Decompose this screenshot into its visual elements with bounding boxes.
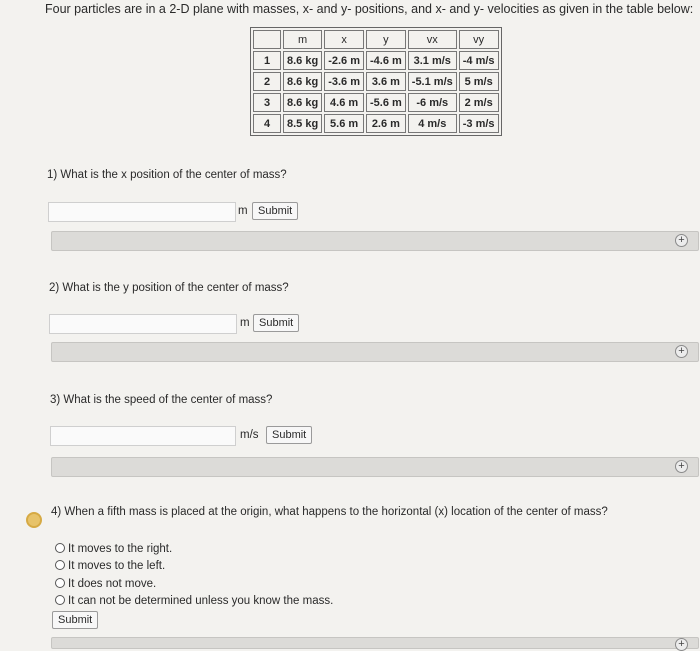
table-cell: -3.6 m — [324, 72, 364, 91]
plus-circle-icon[interactable]: + — [675, 638, 688, 651]
table-cell: -4 m/s — [459, 51, 499, 70]
q4-choice-2-label: It moves to the left. — [68, 560, 166, 572]
problem-intro: Four particles are in a 2-D plane with masses, x- and y- positions, and x- and y- velocities as given in the table below: — [45, 2, 694, 16]
table-cell: 3 — [253, 93, 281, 112]
q3-feedback-bar[interactable] — [51, 457, 699, 477]
q3-submit-button[interactable]: Submit — [266, 426, 312, 444]
q1-feedback-bar[interactable] — [51, 231, 699, 251]
table-cell: 3.1 m/s — [408, 51, 457, 70]
q4-choice-3-label: It does not move. — [68, 578, 157, 590]
table-cell: 8.5 kg — [283, 114, 322, 133]
table-cell: 1 — [253, 51, 281, 70]
q3-unit: m/s — [240, 429, 259, 441]
question-4-text: 4) When a fifth mass is placed at the origin, what happens to the horizontal (x) location of the center of mass? — [51, 506, 608, 518]
table-cell: 2 — [253, 72, 281, 91]
table-cell: 4 — [253, 114, 281, 133]
table-cell: -2.6 m — [324, 51, 364, 70]
radio-icon[interactable] — [55, 560, 65, 570]
table-header-y: y — [366, 30, 406, 49]
q4-choice-3[interactable] — [55, 578, 156, 590]
table-header-mass: m — [283, 30, 322, 49]
q4-choice-2[interactable] — [55, 560, 165, 572]
attempt-status-icon — [26, 512, 42, 528]
table-header-index — [253, 30, 281, 49]
table-row — [253, 72, 499, 91]
table-cell: 2 m/s — [459, 93, 499, 112]
table-cell: -4.6 m — [366, 51, 406, 70]
q1-unit: m — [238, 205, 248, 217]
table-row — [253, 93, 499, 112]
q1-submit-button[interactable]: Submit — [252, 202, 298, 220]
q1-answer-input[interactable] — [48, 202, 236, 222]
table-header-vy: vy — [459, 30, 499, 49]
question-3-text: 3) What is the speed of the center of mass? — [50, 394, 273, 406]
radio-icon[interactable] — [55, 578, 65, 588]
table-cell: 4.6 m — [324, 93, 364, 112]
table-cell: 5.6 m — [324, 114, 364, 133]
table-row — [253, 114, 499, 133]
particle-table — [250, 27, 502, 136]
question-1-text: 1) What is the x position of the center of mass? — [47, 169, 287, 181]
table-cell: -5.1 m/s — [408, 72, 457, 91]
table-cell: 8.6 kg — [283, 93, 322, 112]
table-row — [253, 51, 499, 70]
table-cell: 8.6 kg — [283, 72, 322, 91]
table-cell: -3 m/s — [459, 114, 499, 133]
table-cell: -5.6 m — [366, 93, 406, 112]
table-cell: 5 m/s — [459, 72, 499, 91]
table-cell: 2.6 m — [366, 114, 406, 133]
q4-feedback-bar[interactable] — [51, 637, 699, 649]
q4-choice-4-label: It can not be determined unless you know the mass. — [68, 595, 334, 607]
plus-circle-icon[interactable]: + — [675, 345, 688, 358]
table-cell: 3.6 m — [366, 72, 406, 91]
q2-submit-button[interactable]: Submit — [253, 314, 299, 332]
q4-choice-1[interactable] — [55, 543, 172, 555]
radio-icon[interactable] — [55, 543, 65, 553]
table-header-vx: vx — [408, 30, 457, 49]
q2-answer-input[interactable] — [49, 314, 237, 334]
q2-unit: m — [240, 317, 250, 329]
question-2-text: 2) What is the y position of the center of mass? — [49, 282, 289, 294]
q2-feedback-bar[interactable] — [51, 342, 699, 362]
q4-choice-1-label: It moves to the right. — [68, 543, 173, 555]
plus-circle-icon[interactable]: + — [675, 460, 688, 473]
q4-submit-button[interactable]: Submit — [52, 611, 98, 629]
radio-icon[interactable] — [55, 595, 65, 605]
table-cell: 4 m/s — [408, 114, 457, 133]
table-cell: -6 m/s — [408, 93, 457, 112]
q4-choice-4[interactable] — [55, 595, 333, 607]
q3-answer-input[interactable] — [50, 426, 236, 446]
table-header-row — [253, 30, 499, 49]
table-header-x: x — [324, 30, 364, 49]
plus-circle-icon[interactable]: + — [675, 234, 688, 247]
table-cell: 8.6 kg — [283, 51, 322, 70]
